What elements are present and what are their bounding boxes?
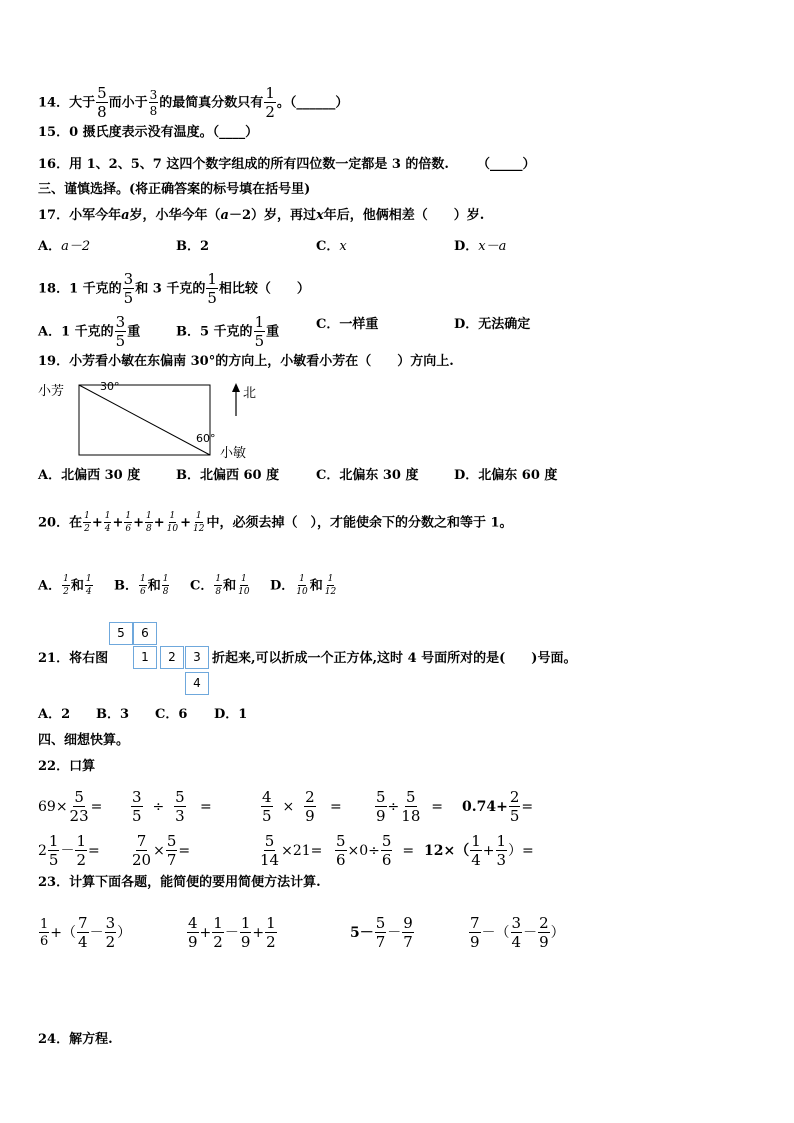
question-16: 16．用 1、2、5、7 这四个数字组成的所有四位数一定都是 3 的倍数. （_____）	[38, 157, 536, 172]
fraction: $\frac{3}{5}$	[123, 270, 134, 307]
option-c[interactable]: C．北偏东 30 度	[316, 468, 419, 483]
calc-r1c3: $\frac{4}{5}$ × $\frac{2}{9}$ =	[262, 788, 342, 825]
calc-r1c4: $\frac{5}{9}$ ÷ $\frac{5}{18}$ =	[376, 788, 444, 825]
angle-30-label: 30°	[100, 380, 120, 393]
option-b[interactable]: B．北偏西 60 度	[176, 468, 280, 483]
section-3-heading: 三、谨慎选择。(将正确答案的标号填在括号里)	[38, 182, 311, 197]
option-d[interactable]: D．1	[214, 707, 248, 722]
xiaomin-label: 小敏	[220, 446, 247, 461]
north-label: 北	[243, 386, 257, 401]
answer-blank[interactable]: ______	[296, 95, 336, 111]
option-d[interactable]: D．x－a	[454, 239, 507, 254]
net-cell: 6	[133, 622, 157, 645]
diagram-lines	[38, 378, 278, 460]
answer-blank[interactable]: ____	[219, 125, 246, 140]
option-c[interactable]: C．一样重	[316, 317, 379, 332]
net-cell: 5	[109, 622, 133, 645]
question-15: 15．0 摄氏度表示没有温度。（____）	[38, 125, 259, 140]
option-c[interactable]: C． $\frac{1}{8}$ 和 $\frac{1}{10}$	[190, 574, 250, 597]
option-d[interactable]: D．无法确定	[454, 317, 531, 332]
option-a[interactable]: A． $\frac{1}{2}$ 和 $\frac{1}{4}$	[38, 574, 92, 597]
question-24-title: 24．解方程.	[38, 1032, 113, 1047]
calc-r2c3: $\frac{5}{14}$ ×21=	[260, 832, 323, 869]
question-23-title: 23．计算下面各题，能简便的要用简便方法计算.	[38, 875, 321, 890]
option-a[interactable]: A．a－2	[38, 239, 91, 254]
question-18: 18．1 千克的 $\frac{3}{5}$ 和 3 千克的 $\frac{1}{5}$ 相比较（ ）	[38, 270, 310, 307]
option-b[interactable]: B．2	[176, 239, 210, 254]
option-a[interactable]: A．北偏西 30 度	[38, 468, 141, 483]
net-cell: 4	[185, 672, 209, 695]
fraction: $\frac{5}{8}$	[97, 84, 107, 121]
option-b[interactable]: B．5 千克的 $\frac{1}{5}$ 重	[176, 313, 280, 350]
calc-r2c4: $\frac{5}{6}$ ×0÷ $\frac{5}{6}$ =	[336, 832, 415, 869]
question-19: 19．小芳看小敏在东偏南 30°的方向上，小敏看小芳在（ ）方向上.	[38, 354, 454, 369]
section-4-heading: 四、细想快算。	[38, 733, 130, 748]
calc-r1c5: 0.74+ $\frac{2}{5}$ =	[462, 788, 534, 825]
option-d[interactable]: D． $\frac{1}{10}$ 和 $\frac{1}{12}$	[270, 574, 337, 597]
option-c[interactable]: C．x	[316, 239, 347, 254]
net-cell: 1	[133, 646, 157, 669]
calc-r1c1: 69× $\frac{5}{23}$ =	[38, 788, 103, 825]
net-cell: 3	[185, 646, 209, 669]
fraction: $\frac{1}{5}$	[254, 313, 265, 350]
xiaofang-label: 小芳	[38, 384, 65, 399]
fraction: $\frac{3}{5}$	[115, 313, 126, 350]
option-a[interactable]: A．2	[38, 707, 71, 722]
fraction: $\frac{1}{5}$	[207, 270, 217, 307]
option-c[interactable]: C．6	[155, 707, 188, 722]
calc-r2c1: 2 $\frac{1}{5}$ － $\frac{1}{2}$ =	[38, 832, 100, 869]
answer-blank[interactable]: _____	[489, 157, 523, 172]
option-d[interactable]: D．北偏东 60 度	[454, 468, 558, 483]
question-22-title: 22．口算	[38, 759, 96, 774]
calc-q23-4: $\frac{7}{9}$ －（ $\frac{3}{4}$ － $\frac{2}{9}$ ）	[470, 914, 565, 951]
direction-diagram	[38, 378, 278, 460]
calc-r2c2: $\frac{7}{20}$ × $\frac{5}{7}$ =	[132, 832, 191, 869]
question-21-pre: 21．将右图	[38, 651, 109, 666]
calc-r2c5: 12×（ $\frac{1}{4}$ + $\frac{1}{3}$ ）=	[424, 832, 534, 869]
question-17: 17．小军今年a岁，小华今年（a－2）岁，再过x年后，他俩相差（ ）岁.	[38, 208, 485, 223]
question-20: 20．在 $\frac{1}{2}$ + $\frac{1}{4}$ + $\frac{1}{6}$ + $\frac{1}{8}$ + $\frac{1}{10}$ + $\frac{1}{12}$ 中，必须去掉（ ），才能使余下的分数之和等于 1。	[38, 511, 513, 534]
option-b[interactable]: B．3	[96, 707, 130, 722]
net-cell: 2	[160, 646, 184, 669]
angle-60-label: 60°	[196, 432, 216, 445]
calc-r1c2: $\frac{3}{5}$ ÷ $\frac{5}{3}$ =	[132, 788, 212, 825]
fraction: $\frac{1}{2}$	[265, 84, 275, 121]
calc-q23-2: $\frac{4}{9}$ + $\frac{1}{2}$ － $\frac{1}{9}$ + $\frac{1}{2}$	[188, 914, 276, 951]
question-14: 14．大于 $\frac{5}{8}$ 而小于 $\frac{3}{8}$ 的最简真分数只有 $\frac{1}{2}$ 。（______）	[38, 84, 349, 121]
option-a[interactable]: A．1 千克的 $\frac{3}{5}$ 重	[38, 313, 141, 350]
option-b[interactable]: B． $\frac{1}{6}$ 和 $\frac{1}{8}$	[114, 574, 169, 597]
calc-q23-3: 5－ $\frac{5}{7}$ － $\frac{9}{7}$	[350, 914, 413, 951]
question-21-post: 折起来,可以折成一个正方体,这时 4 号面所对的是( )号面。	[212, 651, 577, 666]
north-arrow-head-icon	[232, 383, 240, 392]
calc-q23-1: $\frac{1}{6}$ +（ $\frac{7}{4}$ － $\frac{3}{2}$ ）	[40, 914, 132, 951]
fraction: $\frac{3}{8}$	[149, 88, 158, 118]
diagonal-line	[79, 385, 210, 455]
